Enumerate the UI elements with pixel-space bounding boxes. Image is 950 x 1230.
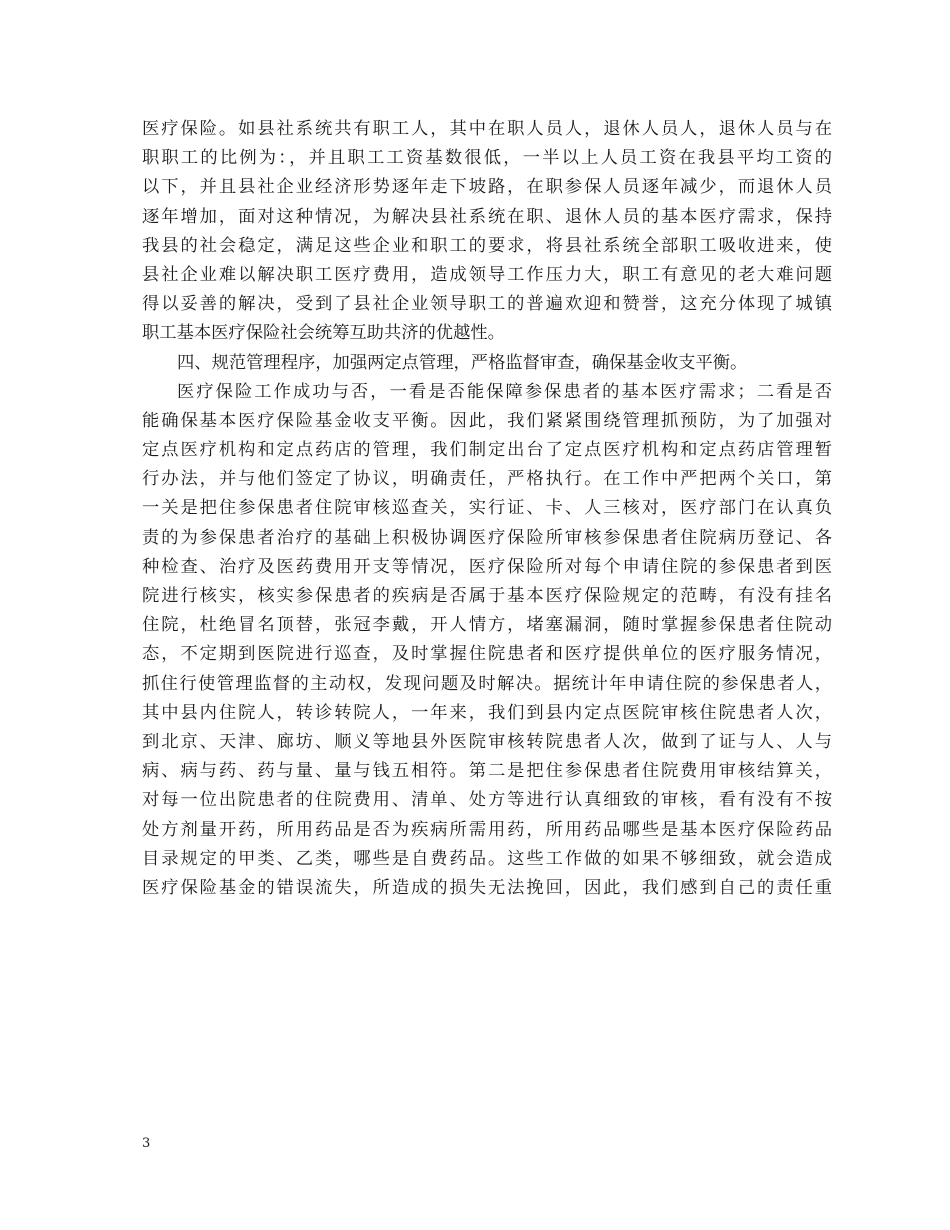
- text-line: 行办法，并与他们签定了协议，明确责任，严格执行。在工作中严把两个关口，第: [142, 469, 832, 490]
- text-line: 四、规范管理程序，加强两定点管理，严格监督审查，确保基金收支平衡。: [177, 352, 748, 373]
- text-line: 我县的社会稳定，满足这些企业和职工的要求，将县社系统全部职工吸收进来，使: [142, 235, 832, 256]
- text-line: 一关是把住参保患者住院审核巡查关，实行证、卡、人三核对，医疗部门在认真负: [142, 498, 832, 519]
- text-line: 得以妥善的解决，受到了县社企业领导职工的普遍欢迎和赞誉，这充分体现了城镇: [142, 294, 832, 315]
- text-line: 职职工的比例为：，并且职工工资基数很低，一半以上人员工资在我县平均工资的: [142, 148, 832, 169]
- text-line: 逐年增加，面对这种情况，为解决县社系统在职、退休人员的基本医疗需求，保持: [142, 206, 832, 227]
- text-line: 医疗保险工作成功与否，一看是否能保障参保患者的基本医疗需求；二看是否: [177, 381, 832, 402]
- text-line: 能确保基本医疗保险基金收支平衡。因此，我们紧紧围绕管理抓预防，为了加强对: [142, 410, 832, 431]
- body-text: [142, 115, 832, 903]
- text-line: 住院，杜绝冒名顶替，张冠李戴，开人情方，堵塞漏洞，随时掌握参保患者住院动: [142, 615, 832, 636]
- text-line: 定点医疗机构和定点药店的管理，我们制定出台了定点医疗机构和定点药店管理暂: [142, 440, 832, 461]
- text-line: 职工基本医疗保险社会统筹互助共济的优越性。: [142, 323, 505, 344]
- page-number: 3: [142, 1136, 151, 1151]
- text-line: 责的为参保患者治疗的基础上积极协调医疗保险所审核参保患者住院病历登记、各: [142, 527, 832, 548]
- text-line: 处方剂量开药，所用药品是否为疾病所需用药，所用药品哪些是基本医疗保险药品: [142, 819, 832, 840]
- text-line: 抓住行使管理监督的主动权，发现问题及时解决。据统计年申请住院的参保患者人，: [142, 673, 832, 694]
- text-line: 以下，并且县社企业经济形势逐年走下坡路，在职参保人员逐年减少，而退休人员: [142, 177, 832, 198]
- text-line: 对每一位出院患者的住院费用、清单、处方等进行认真细致的审核，看有没有不按: [142, 790, 832, 811]
- text-line: 目录规定的甲类、乙类，哪些是自费药品。这些工作做的如果不够细致，就会造成: [142, 848, 832, 869]
- text-line: 医疗保险。如县社系统共有职工人，其中在职人员人，退休人员人，退休人员与在: [142, 119, 832, 139]
- text-line: 态，不定期到医院进行巡查，及时掌握住院患者和医疗提供单位的医疗服务情况，: [142, 644, 832, 665]
- text-line: 病、病与药、药与量、量与钱五相符。第二是把住参保患者住院费用审核结算关，: [142, 761, 832, 782]
- text-line: 种检查、治疗及医药费用开支等情况，医疗保险所对每个申请住院的参保患者到医: [142, 556, 832, 577]
- text-line: 到北京、天津、廊坊、顺义等地县外医院审核转院患者人次，做到了证与人、人与: [142, 731, 832, 752]
- text-line: 县社企业难以解决职工医疗费用，造成领导工作压力大，职工有意见的老大难问题: [142, 264, 832, 285]
- text-line: 其中县内住院人，转诊转院人，一年来，我们到县内定点医院审核住院患者人次，: [142, 702, 832, 723]
- text-line: 院进行核实，核实参保患者的疾病是否属于基本医疗保险规定的范畴，有没有挂名: [142, 586, 832, 606]
- text-line: 医疗保险基金的错误流失，所造成的损失无法挽回，因此，我们感到自己的责任重: [142, 877, 832, 898]
